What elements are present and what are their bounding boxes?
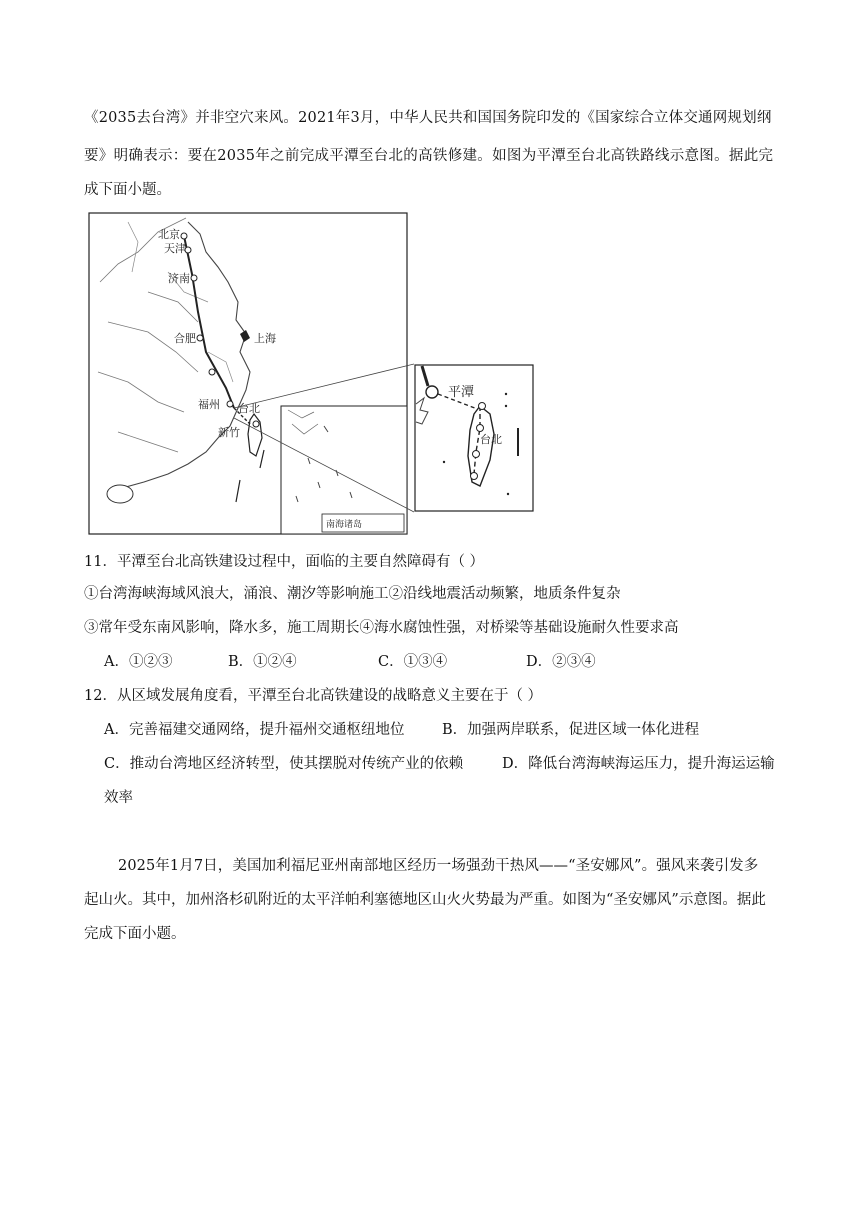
inset-label-pingtan: 平潭 — [448, 385, 475, 400]
passage2-line3: 完成下面小题。 — [84, 926, 186, 942]
station-beijing — [181, 233, 187, 239]
passage2-line2: 起山火。其中，加州洛杉矶附近的太平洋帕利塞德地区山火火势最为严重。如图为“圣安娜风”示意图。据此 — [84, 892, 766, 908]
q11-options — [104, 652, 596, 672]
q11-statement-line1: ①台湾海峡海域风浪大，涌浪、潮汐等影响施工②沿线地震活动频繁，地质条件复杂 — [84, 586, 621, 602]
q11-statement-line2: ③常年受东南风影响，降水多，施工周期长④海水腐蚀性强，对桥梁等基础设施耐久性要求高 — [84, 620, 679, 636]
q12-option-d-continued: 效率 — [104, 790, 133, 806]
label-beijing: 北京 — [158, 228, 180, 241]
q12-option-b[interactable]: B．加强两岸联系，促进区域一体化进程 — [442, 722, 700, 738]
station-fuzhou — [227, 401, 233, 407]
label-nanhai: 南海诸岛 — [326, 520, 363, 530]
passage2-line1: 2025年1月7日，美国加利福尼亚州南部地区经历一场强劲干热风——“圣安娜风”。强风来袭引发多 — [118, 858, 759, 874]
hainan-island — [107, 485, 133, 503]
q12-option-d[interactable]: D．降低台湾海峡海运压力，提升海运运输 — [502, 756, 775, 772]
station-hefei — [197, 335, 203, 341]
station-jinan — [191, 275, 197, 281]
pingtan-taibei-inset-map — [414, 364, 534, 512]
station-mid — [209, 369, 215, 375]
q12-option-a[interactable]: A．完善福建交通网络，提升福州交通枢纽地位 — [104, 722, 405, 738]
inset-station-taibei — [479, 403, 486, 410]
label-xinzhu: 新竹 — [218, 426, 240, 439]
q11-option-d[interactable]: D．②③④ — [526, 654, 596, 670]
q11-stem: 11．平潭至台北高铁建设过程中，面临的主要自然障碍有（ ） — [84, 554, 485, 570]
passage1-line1: 《2035去台湾》并非空穴来风。2021年3月，中华人民共和国国务院印发的《国家综合立体交通网规划纲 — [84, 110, 772, 126]
q11-option-c[interactable]: C．①③④ — [378, 654, 448, 670]
passage1-line2: 要》明确表示：要在2035年之前完成平潭至台北的高铁修建。如图为平潭至台北高铁路线示意图。据此完 — [84, 148, 774, 164]
label-shanghai: 上海 — [254, 332, 276, 345]
station-taibei — [253, 421, 259, 427]
q11-option-a[interactable]: A．①②③ — [104, 654, 173, 670]
q12-stem: 12．从区域发展角度看，平潭至台北高铁建设的战略意义主要在于（ ） — [84, 688, 543, 704]
passage1-line3: 成下面小题。 — [84, 182, 171, 198]
inset-label-taibei: 台北 — [480, 433, 502, 446]
label-fuzhou: 福州 — [198, 398, 220, 411]
label-jinan: 济南 — [168, 272, 190, 285]
q11-option-b[interactable]: B．①②④ — [228, 654, 297, 670]
label-taibei: 台北 — [238, 402, 260, 415]
label-hefei: 合肥 — [174, 332, 196, 345]
q12-option-c[interactable]: C．推动台湾地区经济转型，使其摆脱对传统产业的依赖 — [104, 756, 464, 772]
inset-station-pingtan — [426, 386, 438, 398]
label-tianjin: 天津 — [164, 242, 186, 255]
